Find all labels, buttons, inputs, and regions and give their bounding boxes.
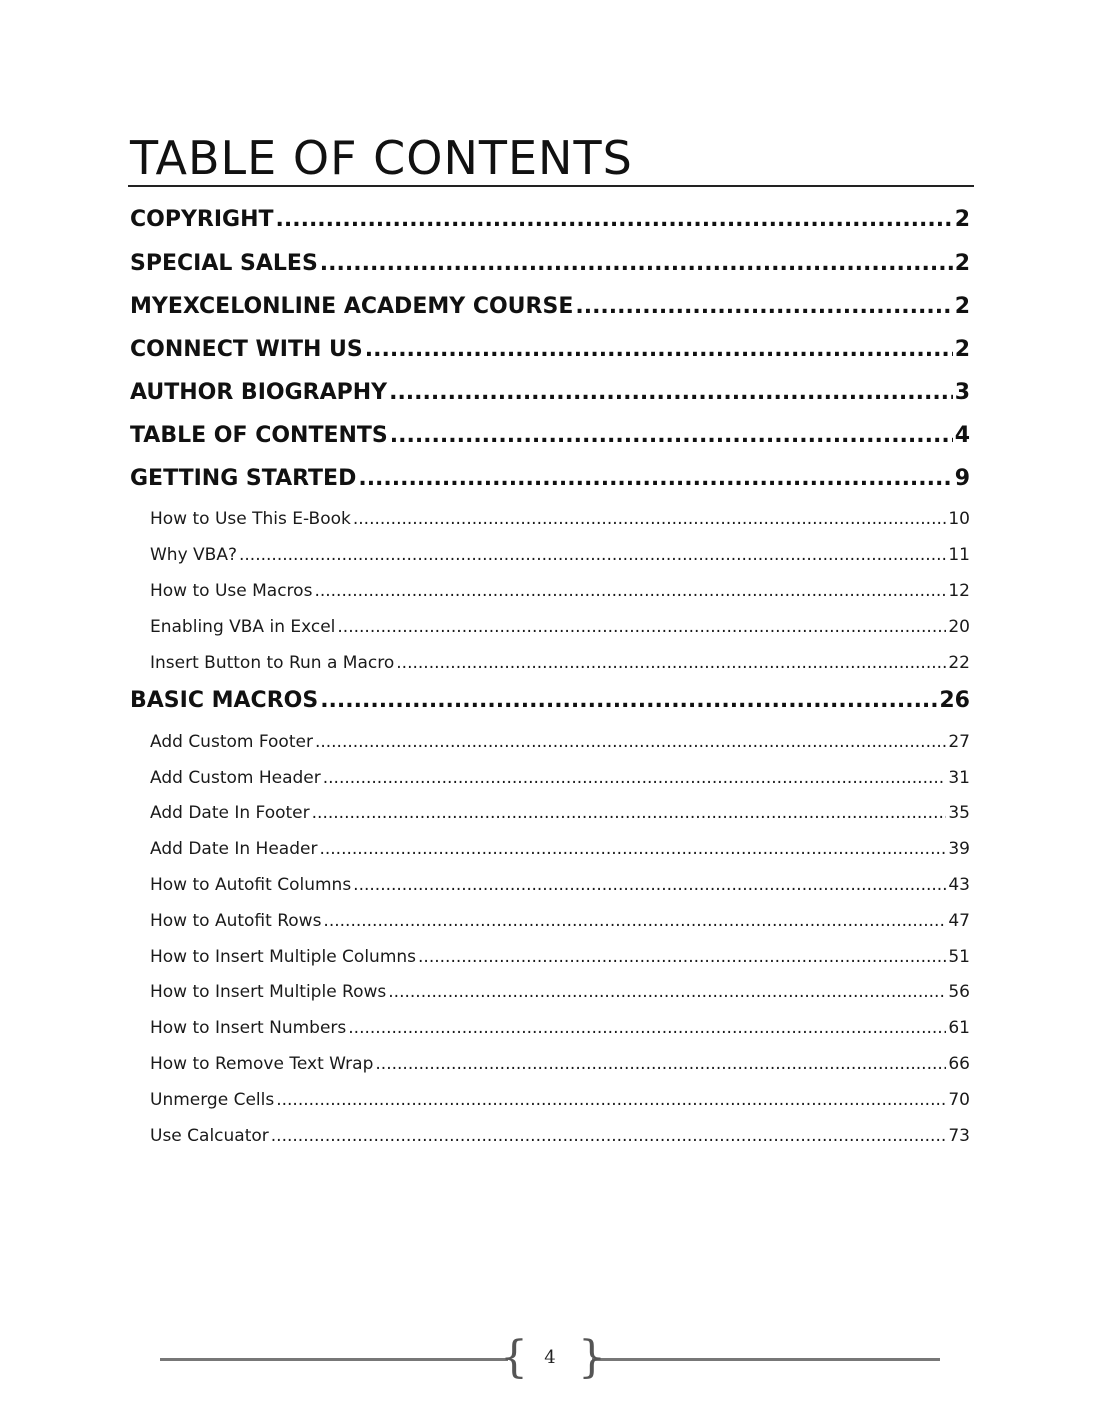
- toc-subentry[interactable]: [150, 650, 970, 676]
- dot-leader: [315, 729, 946, 755]
- toc-entry-page: 3: [954, 380, 970, 405]
- dot-leader: [575, 292, 952, 322]
- dot-leader: [312, 800, 947, 826]
- toc-entry-page: 51: [948, 947, 970, 967]
- toc-entry-label: MYEXCELONLINE ACADEMY COURSE: [130, 294, 574, 319]
- toc-entry-page: 2: [954, 294, 970, 319]
- toc-entry-basic-macros[interactable]: [130, 686, 970, 716]
- toc-entry-special-sales[interactable]: [130, 249, 970, 279]
- toc-entry-copyright[interactable]: [130, 205, 970, 235]
- toc-entry-page: 56: [948, 982, 970, 1002]
- toc-entry-page: 4: [954, 423, 970, 448]
- dot-leader: [353, 506, 947, 532]
- toc-entry-page: 9: [954, 466, 970, 491]
- toc-entry-author-biography[interactable]: [130, 378, 970, 408]
- toc-entry-label: How to Autofit Columns: [150, 875, 352, 895]
- dot-leader: [320, 686, 937, 716]
- toc-entry-page: 2: [954, 337, 970, 362]
- page-title: TABLE OF CONTENTS: [130, 131, 633, 185]
- toc-entry-page: 26: [939, 688, 970, 713]
- toc-entry-label: COPYRIGHT: [130, 207, 274, 232]
- toc-entry-page: 22: [948, 653, 970, 673]
- toc-entry-label: BASIC MACROS: [130, 688, 319, 713]
- toc-entry-label: Insert Button to Run a Macro: [150, 653, 395, 673]
- dot-leader: [375, 1051, 946, 1077]
- dot-leader: [389, 378, 953, 408]
- toc-entry-label: Add Custom Footer: [150, 732, 313, 752]
- dot-leader: [320, 249, 953, 279]
- toc-entry-page: 39: [948, 839, 970, 859]
- toc-entry-label: Add Date In Footer: [150, 803, 310, 823]
- toc-subentry[interactable]: [150, 578, 970, 604]
- toc-subentry[interactable]: [150, 614, 970, 640]
- toc-subentry[interactable]: [150, 836, 970, 862]
- toc-entry-label: SPECIAL SALES: [130, 251, 318, 276]
- dot-leader: [390, 421, 953, 451]
- dot-leader: [358, 464, 952, 494]
- toc-entry-label: How to Remove Text Wrap: [150, 1054, 374, 1074]
- toc-subentry[interactable]: [150, 944, 970, 970]
- toc-entry-connect-with-us[interactable]: [130, 335, 970, 365]
- toc-entry-page: 70: [948, 1090, 970, 1110]
- dot-leader: [388, 979, 946, 1005]
- toc-entry-page: 10: [948, 509, 970, 529]
- dot-leader: [323, 908, 946, 934]
- toc-subentry[interactable]: [150, 800, 970, 826]
- toc-entry-page: 2: [954, 251, 970, 276]
- toc-entry-page: 20: [948, 617, 970, 637]
- dot-leader: [276, 205, 953, 235]
- toc-entry-label: Enabling VBA in Excel: [150, 617, 336, 637]
- toc-entry-label: Unmerge Cells: [150, 1090, 275, 1110]
- toc-subentry[interactable]: [150, 1051, 970, 1077]
- toc-entry-page: 2: [954, 207, 970, 232]
- toc-entry-label: Add Custom Header: [150, 768, 321, 788]
- toc-entry-label: How to Autofit Rows: [150, 911, 322, 931]
- toc-entry-table-of-contents[interactable]: [130, 421, 970, 451]
- footer-rule-left: [160, 1358, 508, 1361]
- dot-leader: [319, 836, 946, 862]
- toc-entry-label: TABLE OF CONTENTS: [130, 423, 388, 448]
- toc-entry-page: 47: [948, 911, 970, 931]
- toc-entry-page: 66: [948, 1054, 970, 1074]
- toc-entry-page: 27: [948, 732, 970, 752]
- toc-subentry[interactable]: [150, 979, 970, 1005]
- toc-entry-label: CONNECT WITH US: [130, 337, 363, 362]
- toc-entry-label: How to Insert Numbers: [150, 1018, 347, 1038]
- toc-entry-label: How to Insert Multiple Columns: [150, 947, 417, 967]
- toc-entry-label: Use Calcuator: [150, 1126, 269, 1146]
- toc-entry-label: AUTHOR BIOGRAPHY: [130, 380, 388, 405]
- toc-subentry[interactable]: [150, 1087, 970, 1113]
- toc-entry-page: 31: [948, 768, 970, 788]
- toc-entry-page: 61: [948, 1018, 970, 1038]
- dot-leader: [348, 1015, 946, 1041]
- toc-subentry[interactable]: [150, 1015, 970, 1041]
- toc-entry-label: Add Date In Header: [150, 839, 318, 859]
- dot-leader: [418, 944, 946, 970]
- toc-entry-label: How to Insert Multiple Rows: [150, 982, 387, 1002]
- toc-subentry[interactable]: [150, 506, 970, 532]
- dot-leader: [276, 1087, 946, 1113]
- dot-leader: [271, 1123, 947, 1149]
- toc-subentry[interactable]: [150, 729, 970, 755]
- dot-leader: [239, 542, 946, 568]
- toc-subentry[interactable]: [150, 542, 970, 568]
- dot-leader: [323, 765, 947, 791]
- toc-entry-label: How to Use This E-Book: [150, 509, 351, 529]
- toc-entry-page: 12: [948, 581, 970, 601]
- toc-entry-page: 73: [948, 1126, 970, 1146]
- footer-rule-right: [592, 1358, 940, 1361]
- toc-subentry[interactable]: [150, 765, 970, 791]
- dot-leader: [337, 614, 946, 640]
- toc-subentry[interactable]: [150, 908, 970, 934]
- toc-entry-label: GETTING STARTED: [130, 466, 357, 491]
- toc-entry-academy-course[interactable]: [130, 292, 970, 322]
- toc-entry-page: 11: [948, 545, 970, 565]
- footer-page-number: 4: [544, 1347, 556, 1368]
- toc-subentry[interactable]: [150, 872, 970, 898]
- toc-entry-getting-started[interactable]: [130, 464, 970, 494]
- toc-entry-label: Why VBA?: [150, 545, 237, 565]
- dot-leader: [314, 578, 946, 604]
- dot-leader: [365, 335, 953, 365]
- dot-leader: [353, 872, 946, 898]
- toc-subentry[interactable]: [150, 1123, 970, 1149]
- toc-entry-page: 43: [948, 875, 970, 895]
- toc-entry-page: 35: [948, 803, 970, 823]
- right-brace-icon: }: [578, 1332, 606, 1383]
- dot-leader: [396, 650, 946, 676]
- toc-entry-label: How to Use Macros: [150, 581, 313, 601]
- left-brace-icon: {: [500, 1332, 528, 1383]
